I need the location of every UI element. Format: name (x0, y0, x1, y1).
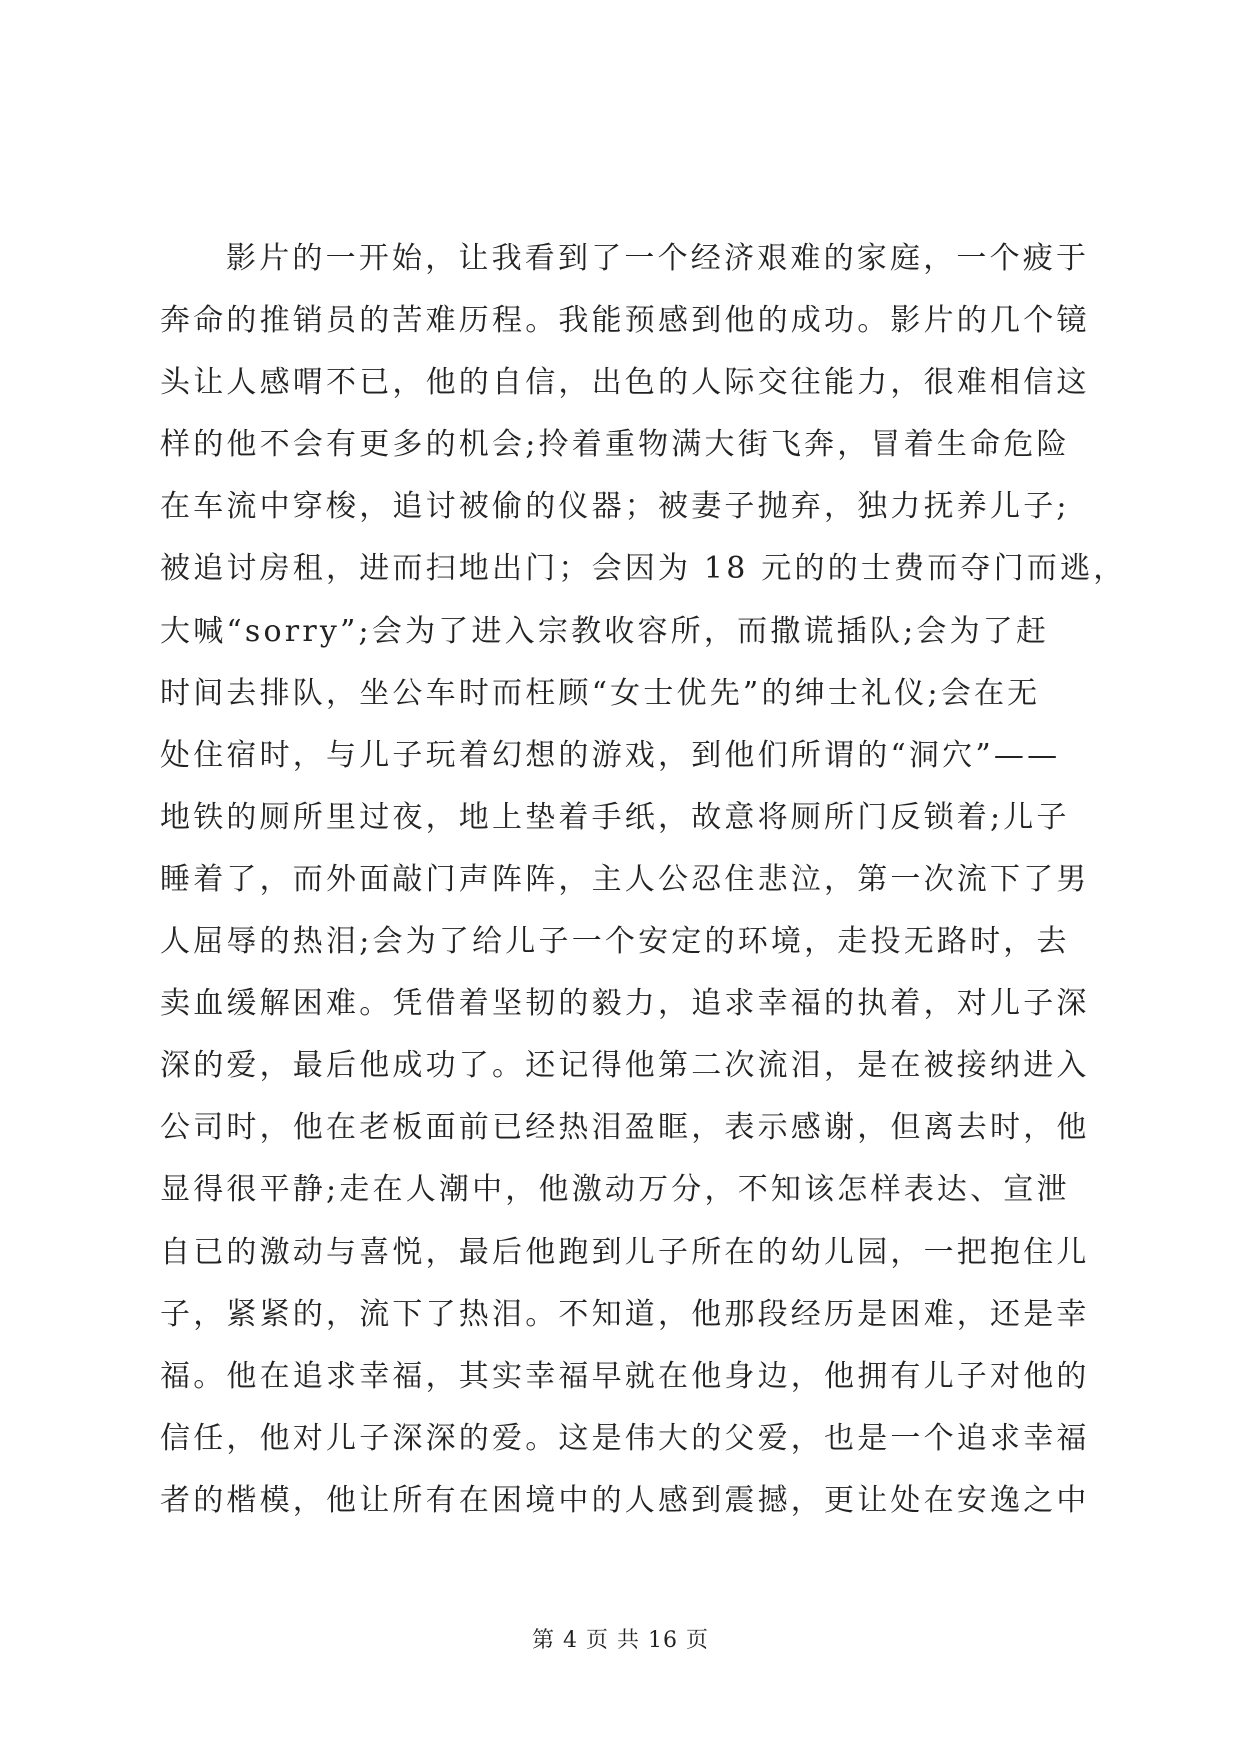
paragraph-line: 卖血缓解困难。凭借着坚韧的毅力，追求幸福的执着，对儿子深 (160, 986, 1090, 1022)
paragraph-line: 头让人感喟不已，他的自信，出色的人际交往能力，很难相信这 (160, 365, 1090, 401)
paragraph-line: 处住宿时，与儿子玩着幻想的游戏，到他们所谓的“洞穴”—— (160, 737, 1061, 773)
paragraph-line: 深的爱，最后他成功了。还记得他第二次流泪，是在被接纳进入 (160, 1048, 1090, 1084)
paragraph-line: 显得很平静;走在人潮中，他激动万分，不知该怎样表达、宣泄 (160, 1172, 1070, 1208)
body-paragraph (160, 228, 1127, 1532)
paragraph-line: 在车流中穿梭，追讨被偷的仪器；被妻子抛弃，独力抚养儿子; (160, 489, 1070, 525)
paragraph-line: 时间去排队，坐公车时而枉顾“女士优先”的绅士礼仪;会在无 (160, 675, 1041, 711)
paragraph-line: 人屈辱的热泪;会为了给儿子一个安定的环境，走投无路时，去 (160, 924, 1070, 960)
paragraph-line: 自已的激动与喜悦，最后他跑到儿子所在的幼儿园，一把抱住儿 (160, 1234, 1090, 1270)
paragraph-line: 者的楷模，他让所有在困境中的人感到震撼，更让处在安逸之中 (160, 1482, 1090, 1518)
paragraph-line: 影片的一开始，让我看到了一个经济艰难的家庭，一个疲于 (226, 241, 1090, 276)
paragraph-line: 地铁的厕所里过夜，地上垫着手纸，故意将厕所门反锁着;儿子 (160, 799, 1070, 835)
paragraph-line: 福。他在追求幸福，其实幸福早就在他身边，他拥有儿子对他的 (160, 1358, 1090, 1394)
page-footer: 第 4 页 共 16 页 (532, 1628, 709, 1653)
paragraph-line: 公司时，他在老板面前已经热泪盈眶，表示感谢，但离去时，他 (160, 1110, 1090, 1146)
paragraph-line: 样的他不会有更多的机会;拎着重物满大街飞奔，冒着生命危险 (160, 427, 1070, 463)
paragraph-line: 被追讨房租，进而扫地出门；会因为 18 元的的士费而夺门而逃， (160, 551, 1127, 587)
paragraph-line: 信任，他对儿子深深的爱。这是伟大的父爱，也是一个追求幸福 (160, 1420, 1090, 1456)
paragraph-line: 大喊“sorry”;会为了进入宗教收容所，而撒谎插队;会为了赶 (160, 613, 1050, 649)
paragraph-line: 睡着了，而外面敲门声阵阵，主人公忍住悲泣，第一次流下了男 (160, 861, 1090, 897)
paragraph-line: 子，紧紧的，流下了热泪。不知道，他那段经历是困难，还是幸 (160, 1296, 1090, 1332)
paragraph-line: 奔命的推销员的苦难历程。我能预感到他的成功。影片的几个镜 (160, 303, 1090, 339)
